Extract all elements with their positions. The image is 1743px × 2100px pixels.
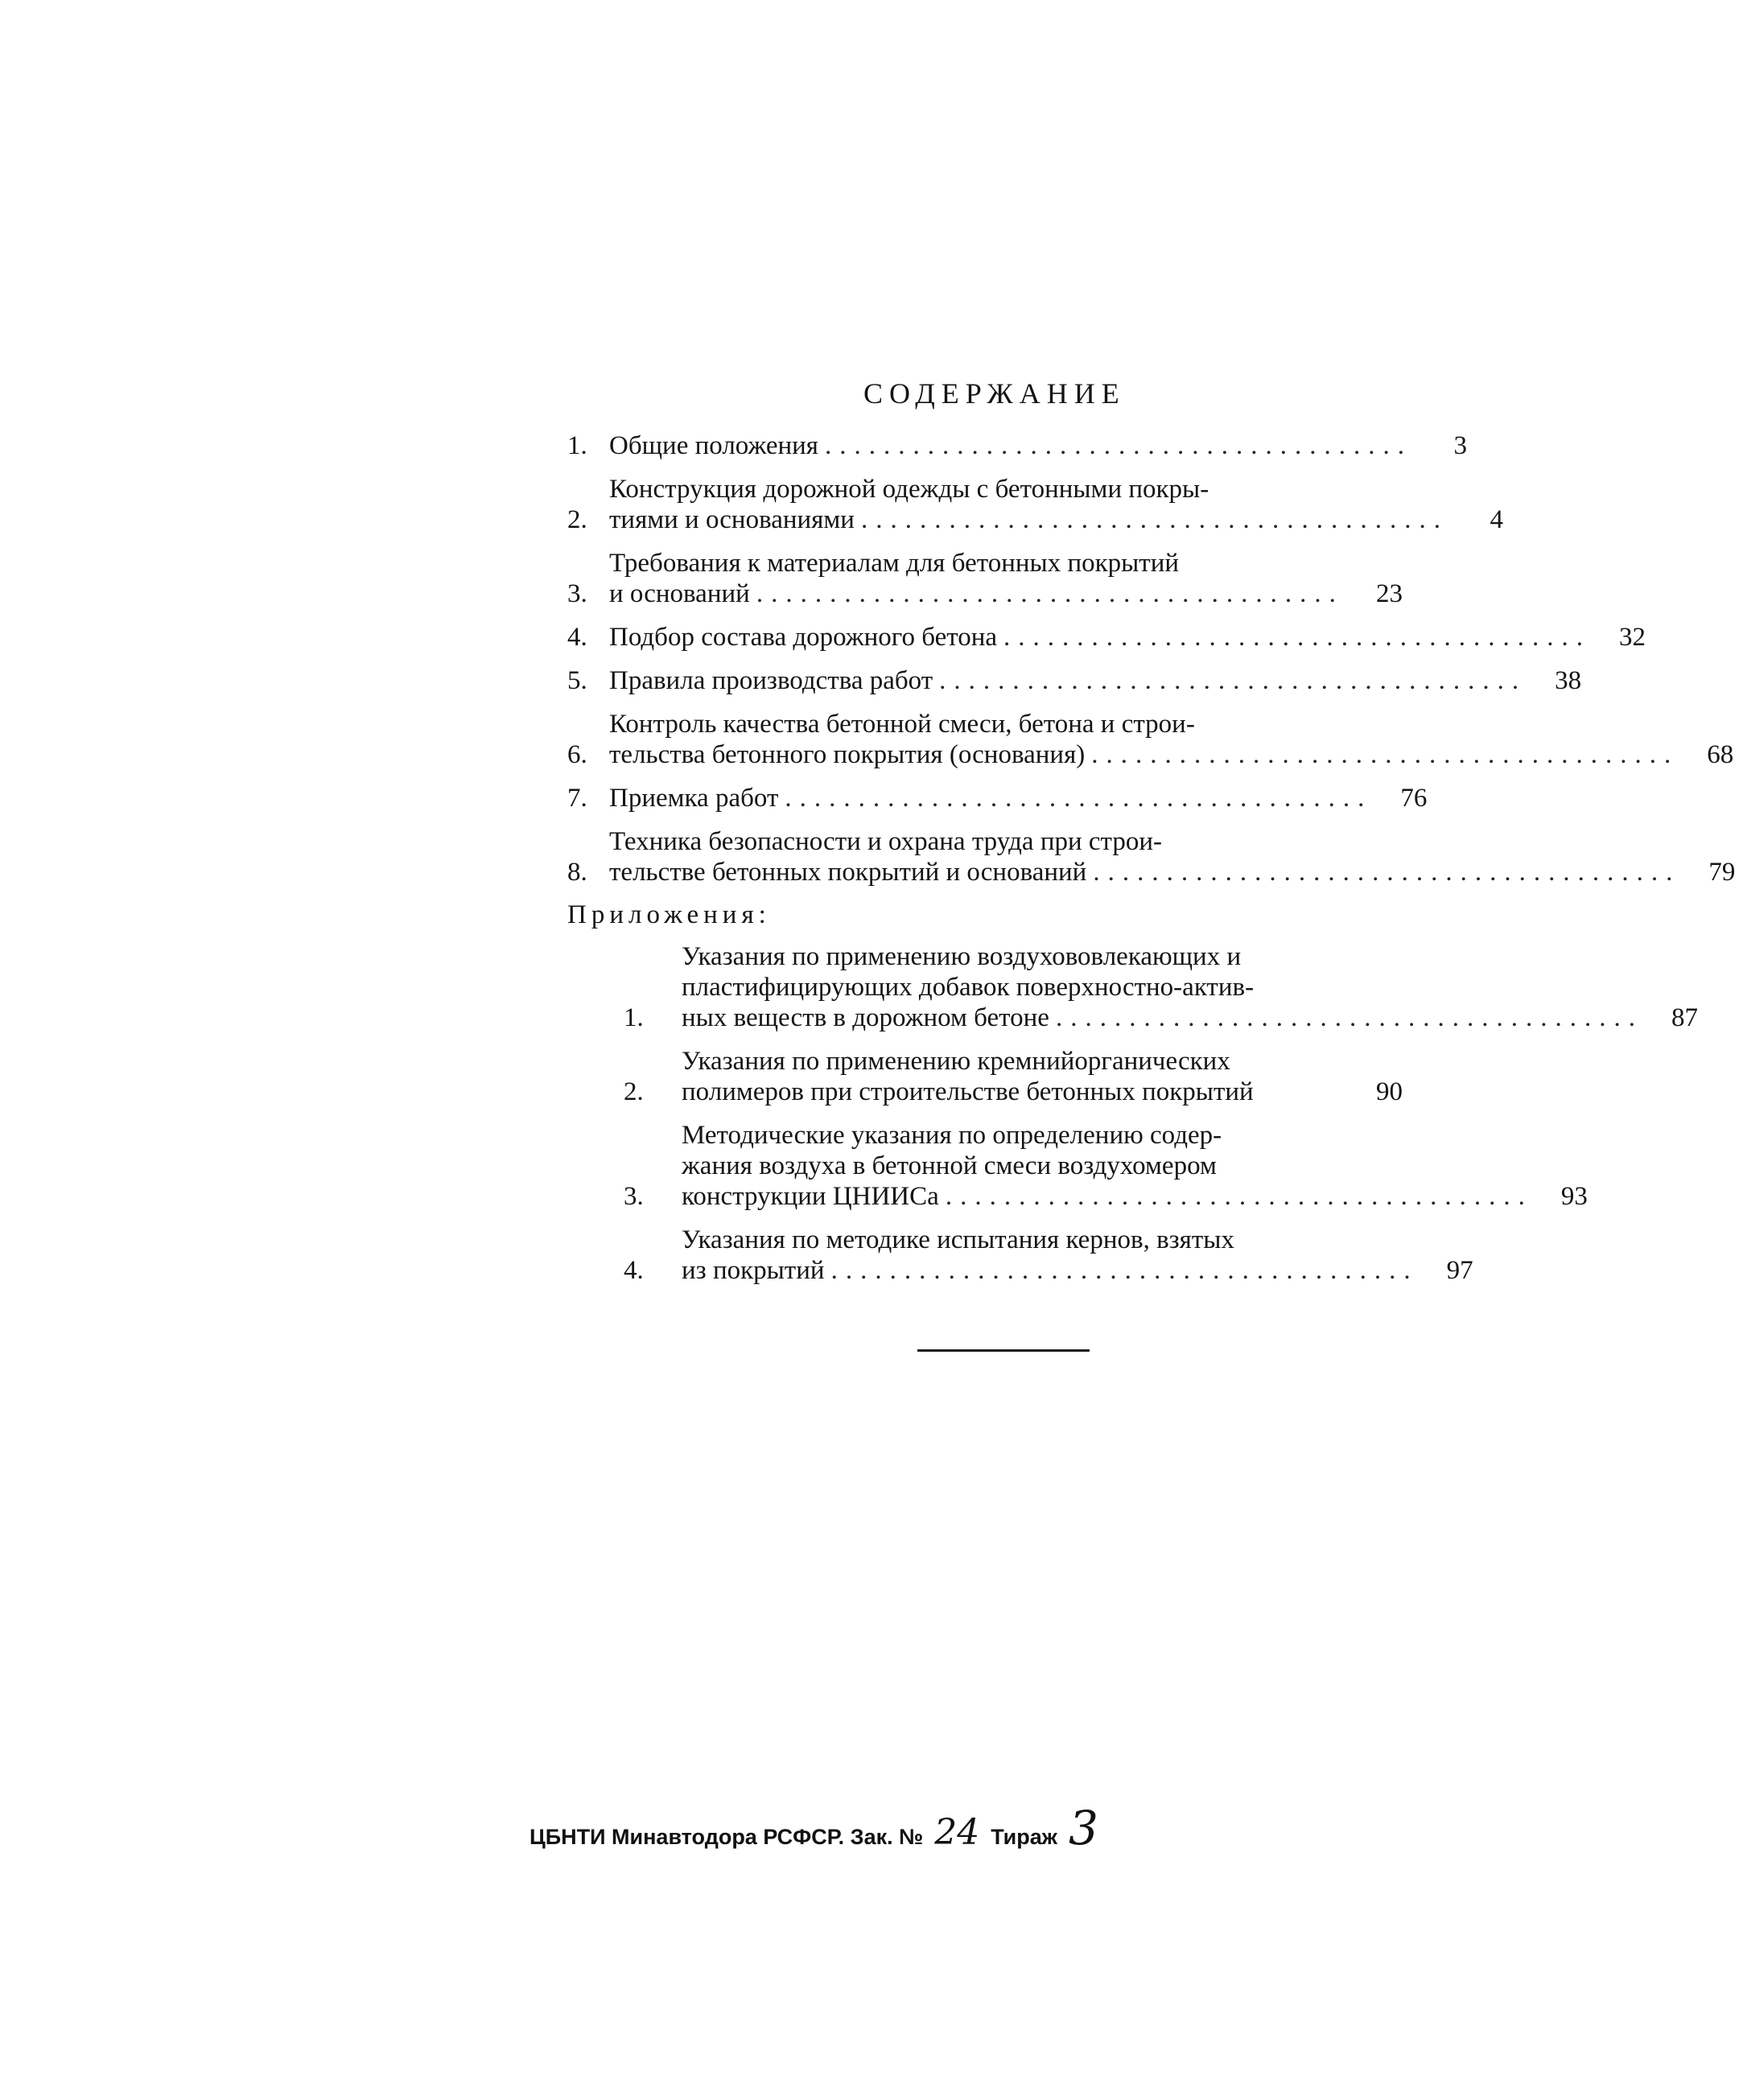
- table-of-contents: [567, 430, 1736, 1299]
- toc-page-number: 76: [1400, 784, 1428, 813]
- appendix-last-line: [682, 1255, 1419, 1286]
- appendix-last-line: [682, 1003, 1643, 1033]
- toc-number: 7.: [567, 784, 587, 813]
- print-imprint: [529, 1801, 1098, 1855]
- appendix-number: 2.: [624, 1077, 644, 1106]
- leader-dots: ........................................: [830, 1256, 1419, 1285]
- leader-dots: ........................................: [1003, 623, 1592, 652]
- appendix-last-text: полимеров при строительстве бетонных покрытий: [682, 1077, 1254, 1106]
- toc-entry: [567, 665, 1582, 696]
- toc-page-number: 32: [1619, 623, 1646, 652]
- toc-text: [609, 665, 1527, 696]
- appendix-text: [682, 1225, 1419, 1286]
- toc-last-text: тельстве бетонных покрытий и оснований: [609, 858, 1087, 887]
- appendix-page-number: 93: [1560, 1182, 1588, 1211]
- appendix-page-number: 87: [1671, 1003, 1698, 1032]
- copies-count: 3: [1068, 1801, 1098, 1855]
- toc-entry: [567, 430, 1467, 461]
- toc-text: [609, 622, 1591, 653]
- imprint-text: ЦБНТИ Минавтодора РСФСР. Зак. №: [529, 1825, 924, 1849]
- toc-page-number: 23: [1376, 579, 1403, 608]
- appendix-last-line: [682, 1077, 1348, 1107]
- toc-number: 4.: [567, 623, 587, 652]
- toc-text: [609, 548, 1348, 609]
- toc-text: [609, 826, 1680, 887]
- toc-text: [609, 709, 1679, 770]
- toc-last-line: [609, 504, 1448, 535]
- toc-appendices: [567, 941, 1698, 1286]
- toc-last-text: Общие положения: [609, 431, 818, 460]
- appendix-number: 3.: [624, 1182, 644, 1211]
- toc-page-number: 79: [1708, 858, 1736, 887]
- leader-dots: ........................................: [945, 1182, 1533, 1211]
- toc-text: [609, 783, 1372, 813]
- appendix-text: [682, 941, 1643, 1033]
- toc-last-line: [609, 739, 1679, 770]
- appendix-entry: [624, 1046, 1411, 1107]
- toc-line: Техника безопасности и охрана труда при строи-: [609, 827, 1163, 856]
- toc-entry: [567, 548, 1411, 609]
- copies-label: Тираж: [991, 1825, 1057, 1849]
- leader-dots: ........................................: [824, 431, 1412, 460]
- appendix-line: пластифицирующих добавок поверхностно-актив-: [682, 973, 1255, 1002]
- toc-last-text: тельства бетонного покрытия (основания): [609, 740, 1086, 769]
- toc-page-number: 68: [1707, 740, 1734, 769]
- appendix-line: Указания по применению кремнийорганических: [682, 1047, 1230, 1076]
- toc-number: 3.: [567, 579, 587, 608]
- appendix-entry: [624, 941, 1698, 1033]
- toc-last-line: [609, 665, 1527, 696]
- toc-line: Требования к материалам для бетонных покрытий: [609, 549, 1180, 578]
- toc-last-text: тиями и основаниями: [609, 505, 855, 534]
- appendix-page-number: 90: [1376, 1077, 1403, 1106]
- appendix-entry: [624, 1120, 1588, 1212]
- toc-last-line: [609, 783, 1372, 813]
- toc-last-text: Приемка работ: [609, 784, 779, 813]
- appendix-number: 1.: [624, 1003, 644, 1032]
- toc-page-number: 3: [1453, 431, 1467, 460]
- toc-last-text: Правила производства работ: [609, 666, 933, 695]
- toc-entry: [567, 826, 1736, 887]
- toc-number: 1.: [567, 431, 587, 460]
- appendix-entry: [624, 1225, 1473, 1286]
- leader-dots: ........................................: [1055, 1003, 1643, 1032]
- toc-number: 6.: [567, 740, 587, 769]
- toc-text: [609, 474, 1448, 535]
- toc-entry: [567, 622, 1646, 653]
- leader-dots: ........................................: [860, 505, 1448, 534]
- toc-last-text: и оснований: [609, 579, 750, 608]
- appendix-page-number: 97: [1446, 1256, 1473, 1285]
- toc-entry: [567, 783, 1428, 813]
- appendix-line: Указания по методике испытания кернов, взятых: [682, 1225, 1234, 1254]
- toc-line: Конструкция дорожной одежды с бетонными покры-: [609, 475, 1209, 504]
- appendix-line: Методические указания по определению содер-: [682, 1121, 1222, 1150]
- leader-dots: ........................................: [756, 579, 1344, 608]
- toc-line: Контроль качества бетонной смеси, бетона и строи-: [609, 710, 1195, 739]
- order-number: 24: [934, 1812, 980, 1853]
- leader-dots: ........................................: [1093, 858, 1681, 887]
- divider-rule: [917, 1349, 1090, 1352]
- appendix-last-line: [682, 1181, 1533, 1212]
- toc-last-text: Подбор состава дорожного бетона: [609, 623, 998, 652]
- toc-last-line: [609, 579, 1348, 609]
- toc-page-number: 4: [1490, 505, 1503, 534]
- page-title: СОДЕРЖАНИЕ: [863, 377, 1126, 410]
- appendix-line: жания воздуха в бетонной смеси воздухомером: [682, 1151, 1217, 1180]
- leader-dots: ........................................: [1091, 740, 1679, 769]
- toc-last-line: [609, 430, 1412, 461]
- appendix-line: Указания по применению воздухововлекающих и: [682, 942, 1242, 971]
- toc-number: 8.: [567, 858, 587, 887]
- toc-number: 2.: [567, 505, 587, 534]
- toc-entries: [567, 430, 1736, 887]
- toc-last-line: [609, 857, 1680, 887]
- appendix-text: [682, 1120, 1533, 1212]
- appendix-last-text: ных веществ в дорожном бетоне: [682, 1003, 1049, 1032]
- toc-number: 5.: [567, 666, 587, 695]
- leader-dots: ........................................: [939, 666, 1527, 695]
- toc-text: [609, 430, 1412, 461]
- appendix-number: 4.: [624, 1256, 644, 1285]
- appendices-heading: Приложения:: [567, 900, 771, 929]
- appendix-last-text: из покрытий: [682, 1256, 825, 1285]
- appendix-last-text: конструкции ЦНИИСа: [682, 1182, 939, 1211]
- leader-dots: ........................................: [785, 784, 1373, 813]
- toc-last-line: [609, 622, 1591, 653]
- toc-page-number: 38: [1555, 666, 1582, 695]
- toc-entry: [567, 474, 1503, 535]
- appendix-text: [682, 1046, 1348, 1107]
- toc-entry: [567, 709, 1734, 770]
